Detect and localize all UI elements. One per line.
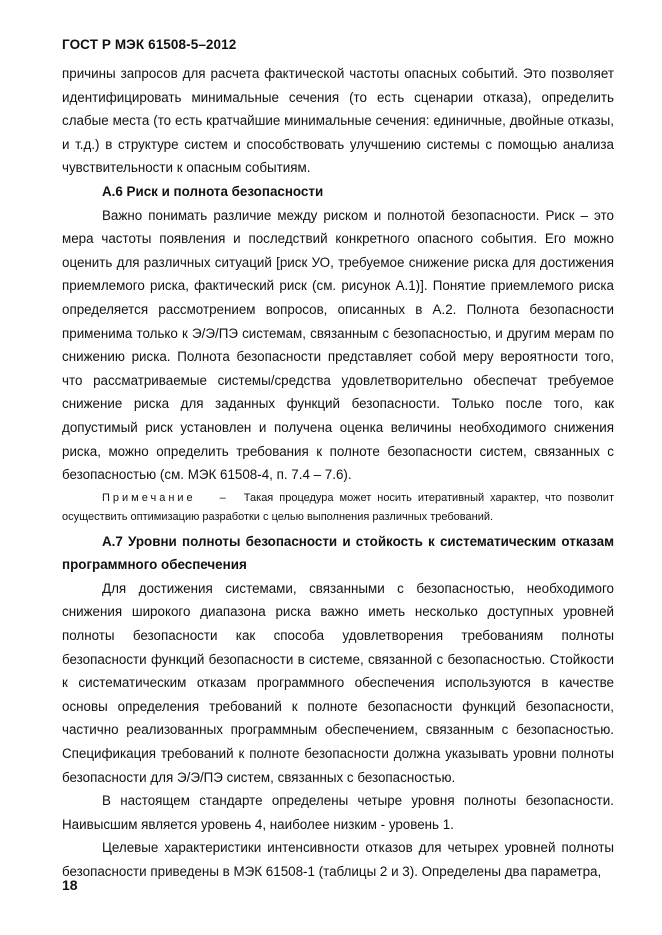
paragraph-a7-2: В настоящем стандарте определены четыре уровня полноты безопасности. Наивысшим является уровень 4, наиболее низким - уровень 1. (62, 793, 614, 832)
page-number: 18 (62, 877, 78, 893)
note-dash: – (219, 491, 226, 504)
paragraph-a7-1: Для достижения системами, связанными с безопасностью, необходимого снижения широкого диапазона риска важно иметь несколько доступных уровней полноты безопасности как способа удовлетворения требованиям полноты безопасности функций безопасности в системе, связанной с безопасностью. Стойкости к систематическим отказам программного обеспечения используются в качестве основы определения требований к полноте безопасности функций безопасности, частично реализованных программным обеспечением, связанным с безопасностью. Спецификация требований к полноте безопасности должна указывать уровни полноты безопасности для Э/Э/ПЭ систем, связанных с безопасностью. (62, 580, 614, 785)
note-label: Примечание (102, 491, 196, 504)
paragraph-a6: Важно понимать различие между риском и полнотой безопасности. Риск – это мера частоты появления и последствий конкретного опасного события. Его можно оценить для различных ситуаций [риск УО, требуемое снижение риска для достижения приемлемого риска, фактический риск (см. рисунок А.1)]. Понятие приемлемого риска определяется рассмотрением вопросов, описанных в А.2. Полнота безопасности применима только к Э/Э/ПЭ системам, связанным с безопасностью, и другим мерам по снижению риска. Полнота безопасности представляет собой меру вероятности того, что рассматриваемые системы/средства удовлетворительно обеспечат требуемое снижение риска для заданных функций безопасности. Только после того, как допустимый риск установлен и получена оценка величины необходимого снижения риска, можно определить требования к полноте безопасности систем, связанных с безопасностью (см. МЭК 61508-4, п. 7.4 – 7.6). (62, 207, 614, 483)
document-body (62, 62, 614, 884)
section-heading-a6: А.6 Риск и полнота безопасности (102, 183, 324, 199)
note-text: Такая процедура может носить итеративный характер, что позволит осуществить оптимизацию разработки с целью выполнения различных требований. (62, 491, 614, 523)
note (62, 489, 614, 527)
paragraph-a7-3: Целевые характеристики интенсивности отказов для четырех уровней полноты безопасности приведены в МЭК 61508-1 (таблицы 2 и 3). Определены два параметра, (62, 840, 614, 879)
section-heading-a7: А.7 Уровни полноты безопасности и стойкость к систематическим отказам программного обеспечения (62, 533, 614, 573)
standard-header: ГОСТ Р МЭК 61508-5–2012 (62, 37, 237, 52)
paragraph-continued: причины запросов для расчета фактической частоты опасных событий. Это позволяет идентифицировать минимальные сечения (то есть сценарии отказа), определить слабые места (то есть кратчайшие минимальные сечения: единичные, двойные отказы, и т.д.) в структуре систем и способствовать улучшению системы с помощью анализа чувствительности к опасным событиям. (62, 66, 614, 176)
